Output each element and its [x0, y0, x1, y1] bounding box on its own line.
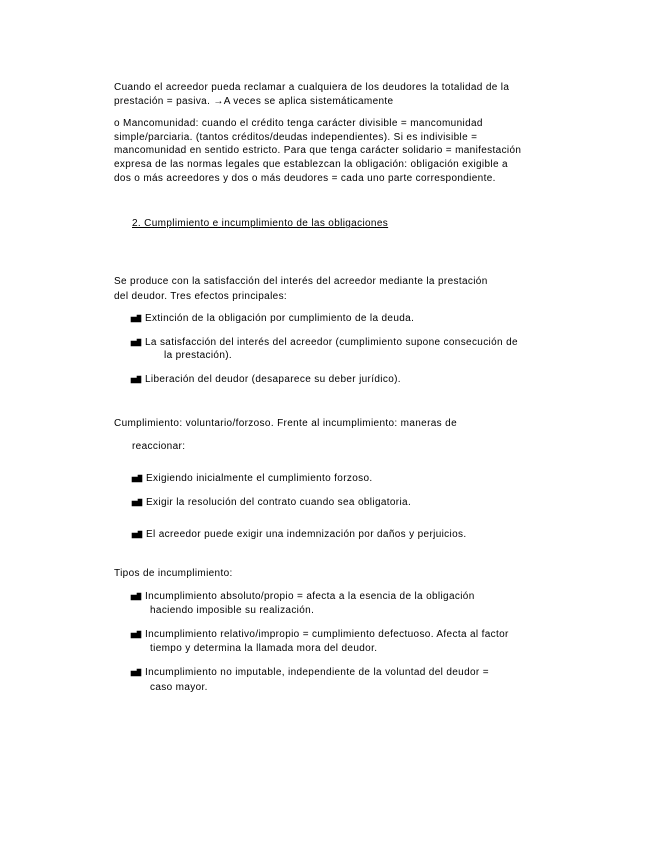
types-item-2-line-2: tiempo y determina la llamada mora del deudor.: [150, 643, 378, 654]
reactions-item-1: Exigiendo inicialmente el cumplimiento forzoso.: [146, 473, 373, 484]
pointing-hand-icon: [130, 666, 144, 680]
types-item-2-line-1: Incumplimiento relativo/impropio = cumplimiento defectuoso. Afecta al factor: [145, 629, 509, 640]
reactions-item-2: Exigir la resolución del contrato cuando sea obligatoria.: [146, 497, 412, 508]
effects-item-2-line-1: La satisfacción del interés del acreedor (cumplimiento supone consecución de: [145, 337, 518, 348]
types-item-3-line-2: caso mayor.: [150, 682, 208, 693]
types-item-1-line-2: haciendo imposible su realización.: [150, 605, 315, 616]
reactions-item-3: El acreedor puede exigir una indemnización por daños y perjuicios.: [146, 529, 467, 540]
pointing-hand-icon: [131, 472, 145, 486]
paragraph-1-line-2: prestación = pasiva. →A veces se aplica sistemáticamente: [114, 96, 394, 107]
paragraph-3-line-1: Se produce con la satisfacción del interés del acreedor mediante la prestación: [114, 276, 488, 287]
effects-item-2-line-2: la prestación).: [164, 350, 233, 361]
pointing-hand-icon: [131, 528, 145, 542]
paragraph-2-line-4: expresa de las normas legales que establezcan la obligación: obligación exigible a: [114, 159, 508, 170]
paragraph-2-line-1: o Mancomunidad: cuando el crédito tenga carácter divisible = mancomunidad: [114, 118, 483, 129]
pointing-hand-icon: [130, 373, 144, 387]
effects-item-1-line-1: Extinción de la obligación por cumplimiento de la deuda.: [145, 313, 415, 324]
pointing-hand-icon: [130, 628, 144, 642]
types-item-1-line-1: Incumplimiento absoluto/propio = afecta a la esencia de la obligación: [145, 591, 475, 602]
pointing-hand-icon: [130, 336, 144, 350]
types-item-3-line-1: Incumplimiento no imputable, independiente de la voluntad del deudor =: [145, 667, 489, 678]
pointing-hand-icon: [131, 496, 145, 510]
section-heading: 2. Cumplimiento e incumplimiento de las obligaciones: [132, 218, 389, 229]
paragraph-2-line-3: mancomunidad en sentido estricto. Para que tenga carácter solidario = manifestación: [114, 145, 522, 156]
paragraph-1-line-1: Cuando el acreedor pueda reclamar a cualquiera de los deudores la totalidad de la: [114, 82, 510, 93]
paragraph-2-line-2: simple/parciaria. (tantos créditos/deudas independientes). Si es indivisible =: [114, 132, 478, 143]
paragraph-4-line-2: reaccionar:: [132, 441, 186, 452]
paragraph-4-line-1: Cumplimiento: voluntario/forzoso. Frente al incumplimiento: maneras de: [114, 418, 457, 429]
paragraph-2-line-5: dos o más acreedores y dos o más deudores = cada uno parte correspondiente.: [114, 173, 496, 184]
pointing-hand-icon: [130, 312, 144, 326]
pointing-hand-icon: [130, 590, 144, 604]
types-title: Tipos de incumplimiento:: [114, 568, 233, 579]
paragraph-3-line-2: del deudor. Tres efectos principales:: [114, 291, 288, 302]
effects-item-3-line-1: Liberación del deudor (desaparece su deber jurídico).: [145, 374, 401, 385]
